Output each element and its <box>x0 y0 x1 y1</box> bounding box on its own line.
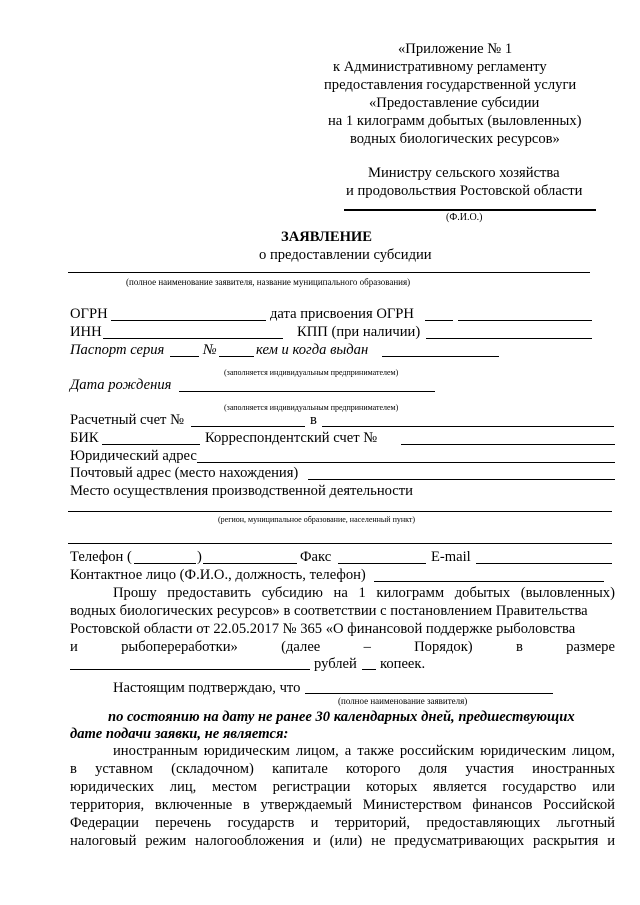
birth-date-field[interactable] <box>179 391 435 392</box>
amount-number-field[interactable] <box>238 669 310 670</box>
email-field[interactable] <box>476 563 612 564</box>
passport-series-label: Паспорт серия <box>70 342 165 358</box>
fax-field[interactable] <box>338 563 426 564</box>
contact-label: Контактное лицо (Ф.И.О., должность, телефон) <box>70 567 366 583</box>
kpp-label: КПП (при наличии) <box>297 324 421 340</box>
appendix-line: водных биологических ресурсов» <box>350 131 560 147</box>
body-line: налоговый режим налогообложения и (или) не предусматривающих раскрытия и <box>70 833 615 849</box>
phone-code-field[interactable] <box>134 563 196 564</box>
inn-field[interactable] <box>103 338 283 339</box>
bik-field[interactable] <box>102 444 200 445</box>
fax-label: Факс <box>300 549 332 565</box>
legal-address-field[interactable] <box>197 462 615 463</box>
word: килограмм <box>376 585 445 601</box>
bik-label: БИК <box>70 430 99 446</box>
request-line <box>113 584 615 602</box>
ogrn-field[interactable] <box>111 320 266 321</box>
kpp-field[interactable] <box>426 338 592 339</box>
fio-line[interactable] <box>344 209 596 211</box>
rubles-label: рублей <box>314 656 357 672</box>
legal-address-label: Юридический адрес <box>70 448 197 464</box>
request-line: Ростовской области от 22.05.2017 № 365 «О финансовой поддержке рыболовства <box>70 621 576 637</box>
phone-close: ) <box>197 549 202 565</box>
word: рыбопереработки» <box>121 639 238 655</box>
document-subtitle: о предоставлении субсидии <box>259 247 432 263</box>
applicant-hint: (полное наименование заявителя, название муниципального образования) <box>126 277 411 287</box>
activity-place-field-2[interactable] <box>68 543 612 544</box>
request-line <box>70 638 615 656</box>
appendix-line: «Приложение № 1 <box>398 41 513 57</box>
body-line: Федерации перечень государств и территорий, предоставляющих льготный <box>70 815 615 831</box>
amount-words-field[interactable] <box>70 669 238 670</box>
word: 1 <box>358 585 366 601</box>
account-field[interactable] <box>191 426 305 427</box>
addressee-line: и продовольствия Ростовской области <box>346 183 583 199</box>
contact-field[interactable] <box>374 581 604 582</box>
word: предоставить <box>167 585 252 601</box>
passport-series-field[interactable] <box>170 356 199 357</box>
passport-issued-field[interactable] <box>382 356 499 357</box>
applicant-name-line[interactable] <box>68 272 590 273</box>
postal-address-field[interactable] <box>308 479 615 480</box>
ip-hint: (заполняется индивидуальным предпринимателем) <box>224 368 399 377</box>
confirm-text: Настоящим подтверждаю, что <box>113 680 301 696</box>
body-line: в уставном (складочном) капитале которого доля участия иностранных <box>70 761 615 777</box>
document-title: ЗАЯВЛЕНИЕ <box>281 229 373 245</box>
activity-place-field[interactable] <box>68 511 612 512</box>
corr-account-label: Корреспондентский счет № <box>205 430 378 446</box>
confirm-heading: по состоянию на дату не ранее 30 календарных дней, предшествующих <box>108 709 575 725</box>
word: в <box>515 639 523 655</box>
inn-label: ИНН <box>70 324 102 340</box>
account-label: Расчетный счет № <box>70 412 184 428</box>
ogrn-label: ОГРН <box>70 306 108 322</box>
word: (выловленных) <box>520 585 615 601</box>
word: – <box>363 639 371 655</box>
fio-hint: (Ф.И.О.) <box>446 212 483 223</box>
appendix-line: «Предоставление субсидии <box>369 95 540 111</box>
activity-place-label: Место осуществления производственной деятельности <box>70 483 413 499</box>
word: (далее <box>281 639 321 655</box>
ogrn-date-day[interactable] <box>425 320 453 321</box>
confirm-heading: дате подачи заявки, не является: <box>70 726 289 742</box>
appendix-line: на 1 килограмм добытых (выловленных) <box>328 113 582 129</box>
ogrn-date-rest[interactable] <box>458 320 592 321</box>
word: и <box>70 639 78 655</box>
appendix-line: к Административному регламенту <box>333 59 547 75</box>
word: субсидию <box>261 585 323 601</box>
bank-field[interactable] <box>322 426 614 427</box>
request-line: водных биологических ресурсов» в соответствии с постановлением Правительства <box>70 603 588 619</box>
passport-no-field[interactable] <box>219 356 254 357</box>
ogrn-date-label: дата присвоения ОГРН <box>270 306 414 322</box>
phone-label: Телефон ( <box>70 549 132 565</box>
body-line: юридических лиц, местом регистрации которых является государство или <box>70 779 615 795</box>
ip-hint: (заполняется индивидуальным предпринимателем) <box>224 403 399 412</box>
word: Порядок) <box>414 639 473 655</box>
word: на <box>333 585 348 601</box>
word: добытых <box>454 585 511 601</box>
postal-address-label: Почтовый адрес (место нахождения) <box>70 465 299 481</box>
confirm-applicant-field[interactable] <box>305 693 553 694</box>
passport-no-label: № <box>203 342 217 358</box>
kopeks-label: копеек. <box>380 656 426 672</box>
appendix-line: предоставления государственной услуги <box>324 77 577 93</box>
phone-field[interactable] <box>203 563 297 564</box>
addressee-line: Министру сельского хозяйства <box>368 165 560 181</box>
corr-account-field[interactable] <box>401 444 615 445</box>
birth-date-label: Дата рождения <box>70 377 172 393</box>
body-line: иностранным юридическим лицом, а также российским юридическим лицом, <box>113 743 615 759</box>
region-hint: (регион, муниципальное образование, населенный пункт) <box>218 515 416 524</box>
passport-issued-label: кем и когда выдан <box>256 342 369 358</box>
account-in-label: в <box>310 412 317 428</box>
body-line: территория, включенные в утверждаемый Министерством финансов Российской <box>70 797 615 813</box>
word: размере <box>566 639 615 655</box>
email-label: E-mail <box>431 549 471 565</box>
word: Прошу <box>113 585 157 601</box>
confirm-hint: (полное наименование заявителя) <box>338 696 468 706</box>
kopeks-field[interactable] <box>362 669 376 670</box>
